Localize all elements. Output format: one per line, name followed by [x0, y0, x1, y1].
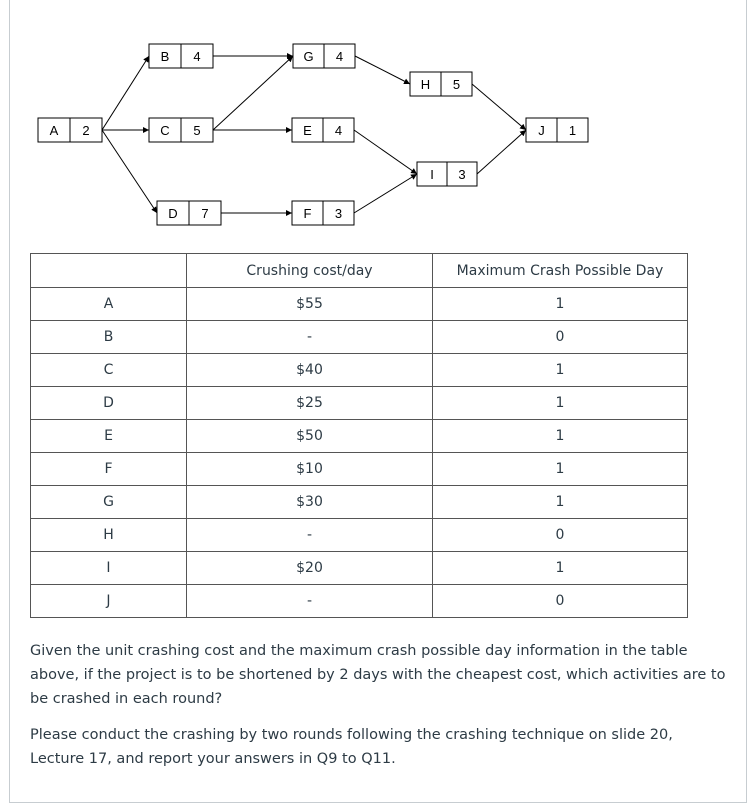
edge-a-b — [102, 56, 149, 130]
table-row — [31, 453, 688, 486]
cell-cost: $20 — [187, 552, 433, 585]
node-duration: 4 — [335, 49, 344, 64]
cell-max-crash: 1 — [433, 288, 688, 321]
question-paragraph-2: Please conduct the crashing by two rounds following the crashing technique on slide 20, Lecture 17, and report your answers in Q9 to Q11. — [30, 727, 673, 767]
cell-cost: $30 — [187, 486, 433, 519]
cell-activity: G — [31, 486, 187, 519]
table-row — [31, 420, 688, 453]
node-duration: 5 — [193, 123, 201, 138]
node-name: C — [160, 123, 170, 138]
node-duration: 2 — [82, 123, 90, 138]
edge-i-j — [477, 130, 526, 174]
cell-cost: - — [187, 321, 433, 354]
table-row — [31, 321, 688, 354]
table-row — [31, 486, 688, 519]
node-name: I — [430, 167, 434, 182]
node-c — [149, 118, 213, 142]
edge-f-i — [354, 174, 417, 213]
node-d — [157, 201, 221, 225]
cell-activity: J — [31, 585, 187, 618]
cell-activity: E — [31, 420, 187, 453]
cell-max-crash: 1 — [433, 486, 688, 519]
cell-max-crash: 0 — [433, 585, 688, 618]
table-row — [31, 585, 688, 618]
node-name: E — [303, 123, 312, 138]
node-name: F — [303, 206, 312, 221]
cell-activity: I — [31, 552, 187, 585]
cell-max-crash: 0 — [433, 519, 688, 552]
node-name: H — [420, 77, 431, 92]
header-activity — [31, 254, 187, 288]
table-row — [31, 519, 688, 552]
activity-network-diagram — [0, 0, 756, 240]
cell-cost: $50 — [187, 420, 433, 453]
node-name: A — [49, 123, 59, 138]
cell-cost: $25 — [187, 387, 433, 420]
cell-cost: $10 — [187, 453, 433, 486]
cell-max-crash: 1 — [433, 354, 688, 387]
node-a — [38, 118, 102, 142]
crash-table — [30, 253, 688, 618]
question-text — [30, 639, 730, 783]
cell-max-crash: 1 — [433, 453, 688, 486]
node-duration: 5 — [452, 77, 461, 92]
node-i — [417, 162, 477, 186]
cell-cost: - — [187, 585, 433, 618]
node-name: D — [168, 206, 178, 221]
cell-activity: H — [31, 519, 187, 552]
node-duration: 4 — [334, 123, 343, 138]
node-e — [292, 118, 354, 142]
cell-activity: F — [31, 453, 187, 486]
node-duration: 3 — [334, 206, 343, 221]
cell-cost: - — [187, 519, 433, 552]
cell-max-crash: 1 — [433, 387, 688, 420]
node-f — [292, 201, 354, 225]
cell-activity: B — [31, 321, 187, 354]
cell-activity: C — [31, 354, 187, 387]
edge-c-g — [213, 56, 293, 130]
header-max-crash-days: Maximum Crash Possible Day — [433, 254, 688, 288]
cell-max-crash: 0 — [433, 321, 688, 354]
node-duration: 1 — [568, 123, 577, 138]
table-row — [31, 288, 688, 321]
edge-e-i — [354, 130, 417, 174]
node-name: G — [303, 49, 314, 64]
node-duration: 4 — [193, 49, 201, 64]
node-name: J — [538, 123, 545, 138]
node-j — [526, 118, 588, 142]
node-duration: 3 — [458, 167, 466, 182]
node-duration: 7 — [201, 206, 209, 221]
cell-cost: $55 — [187, 288, 433, 321]
table-row — [31, 552, 688, 585]
node-name: B — [160, 49, 170, 64]
edge-h-j — [472, 84, 526, 130]
table-row — [31, 387, 688, 420]
cell-activity: A — [31, 288, 187, 321]
node-b — [149, 44, 213, 68]
header-crushing-cost: Crushing cost/day — [187, 254, 433, 288]
cell-max-crash: 1 — [433, 552, 688, 585]
cell-cost: $40 — [187, 354, 433, 387]
question-paragraph-1: Given the unit crashing cost and the maximum crash possible day information in the table above, if the project is to be shortened by 2 days with the cheapest cost, which activities are to be crashed in each round? — [30, 643, 726, 707]
node-g — [293, 44, 355, 68]
table-row — [31, 354, 688, 387]
edge-g-h — [355, 56, 410, 84]
node-h — [410, 72, 472, 96]
cell-activity: D — [31, 387, 187, 420]
cell-max-crash: 1 — [433, 420, 688, 453]
table-header-row — [31, 254, 688, 288]
